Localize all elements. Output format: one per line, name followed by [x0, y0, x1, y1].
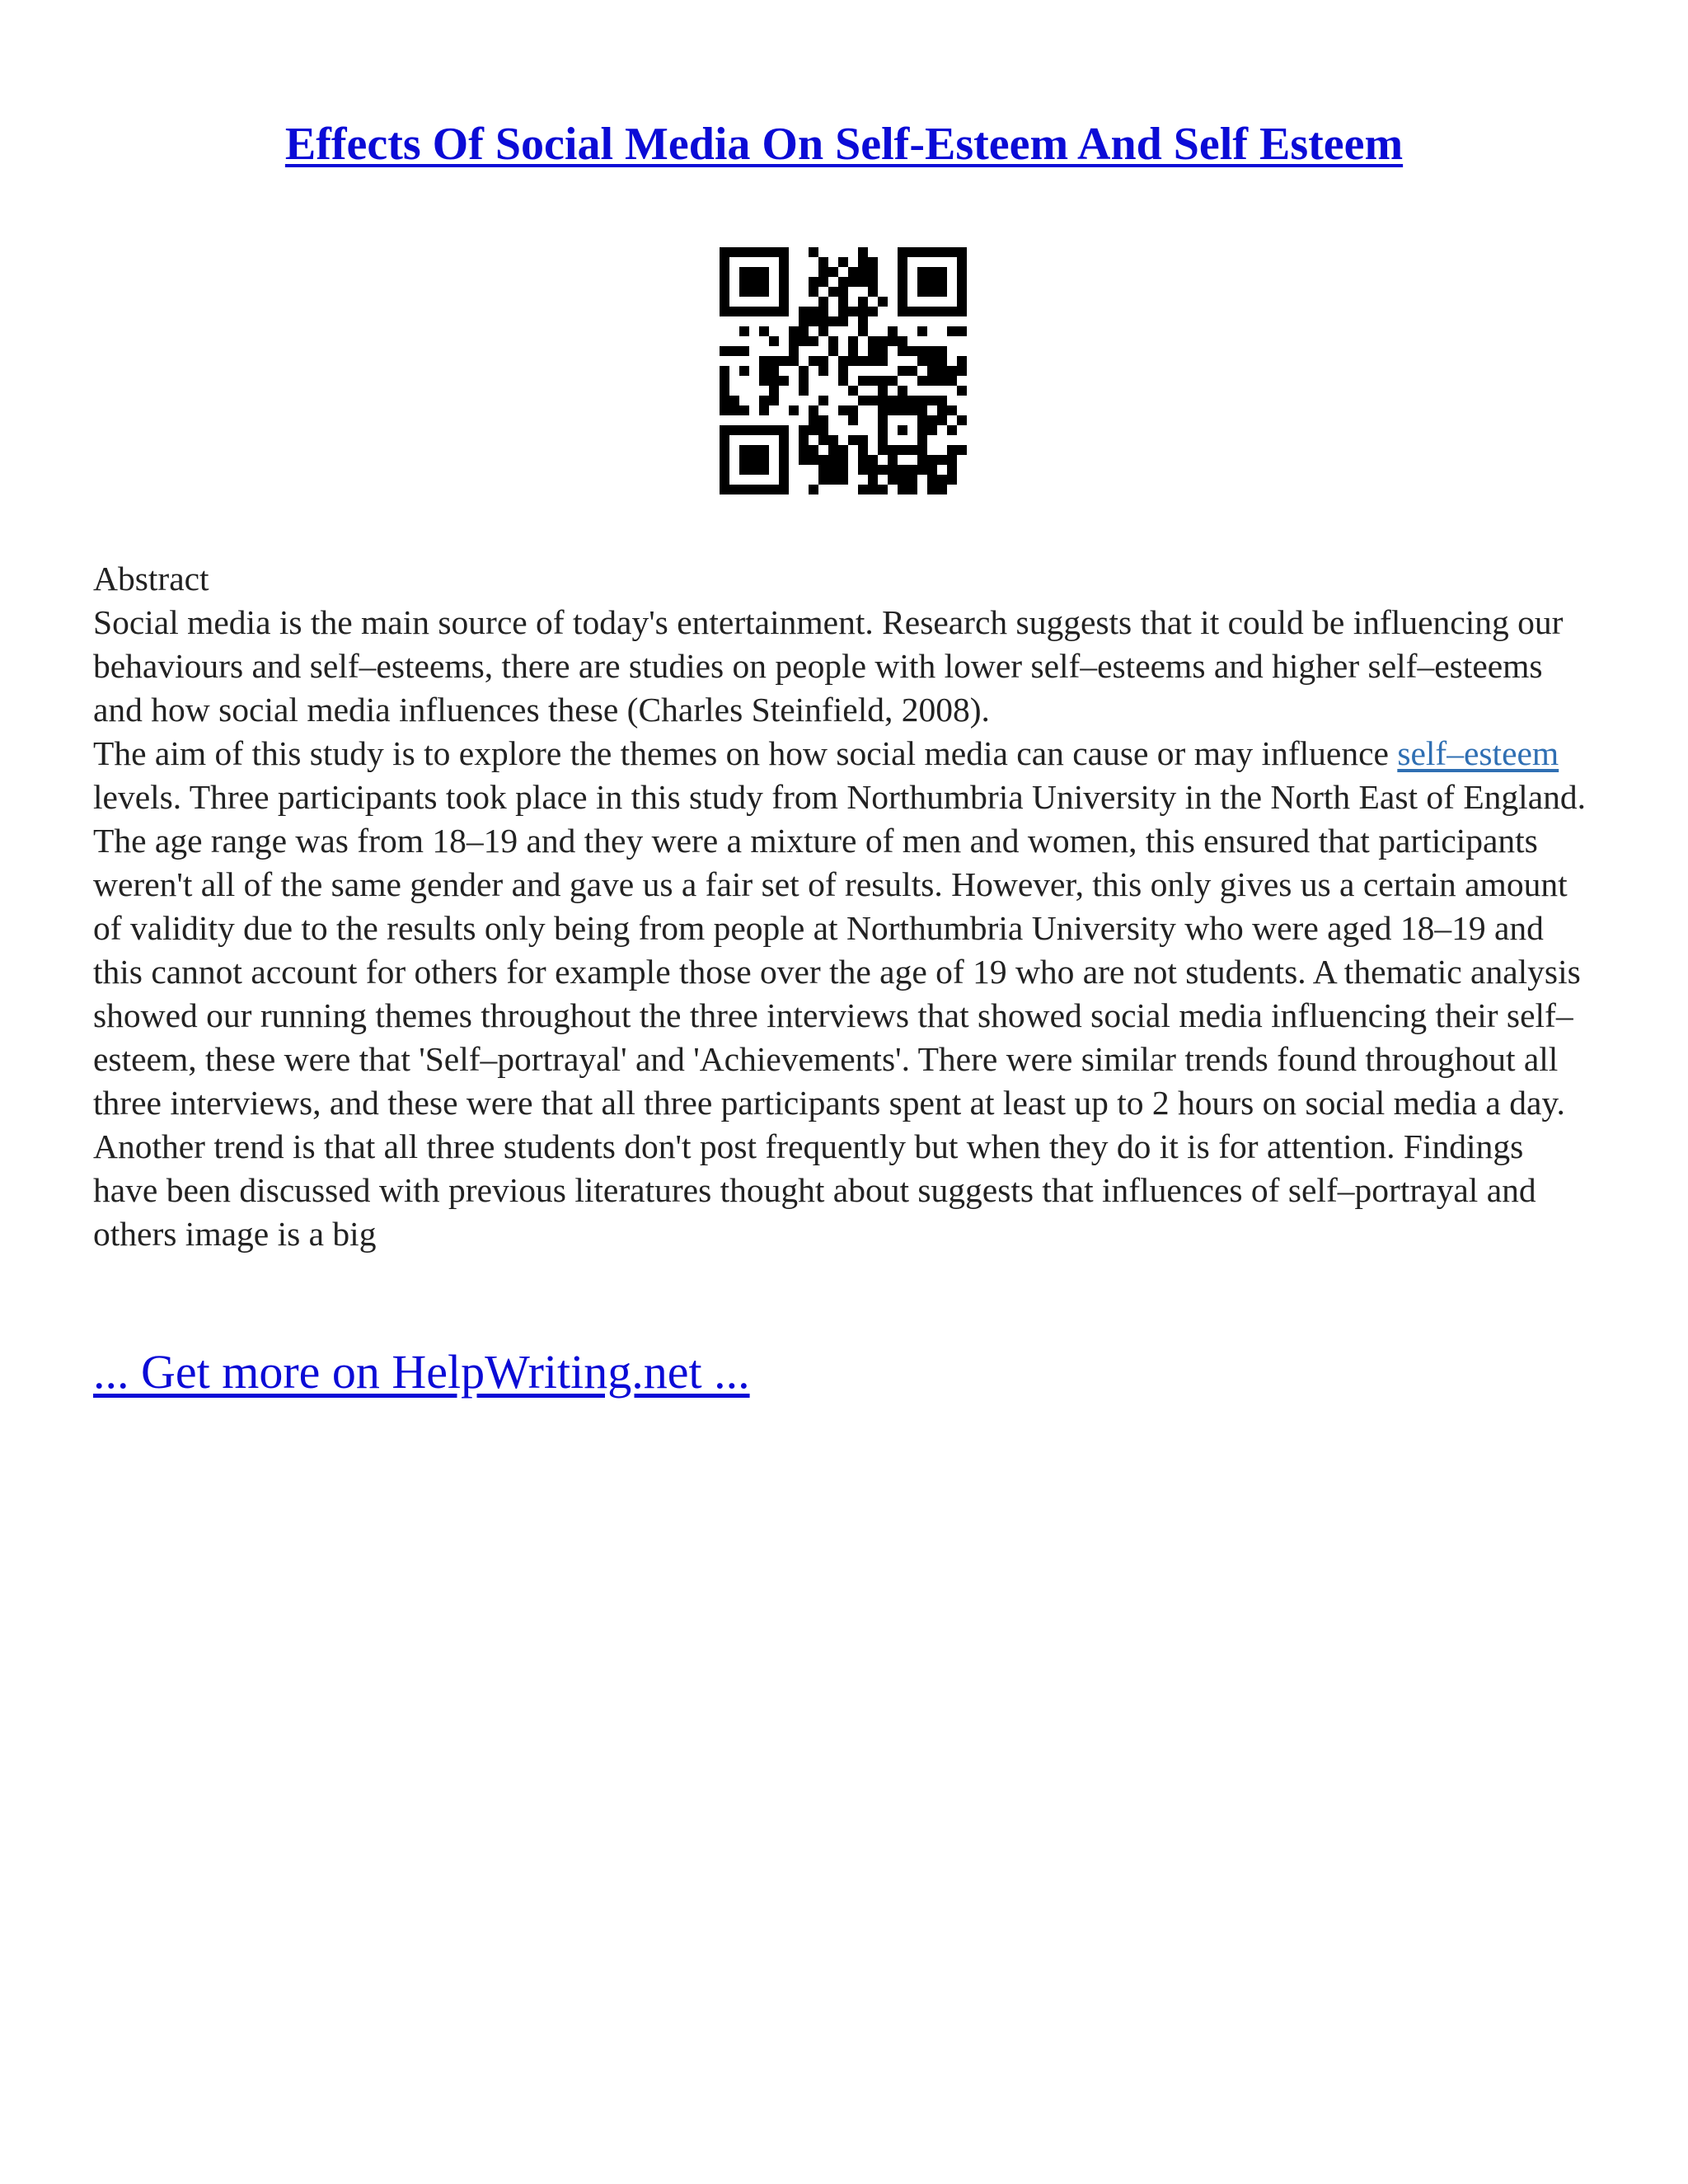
- abstract-heading: Abstract: [93, 560, 209, 598]
- title-link[interactable]: Effects Of Social Media On Self-Esteem And Self Esteem: [284, 119, 1404, 170]
- self-esteem-link[interactable]: self–esteem: [1397, 734, 1559, 772]
- abstract-section: [93, 557, 1595, 1256]
- abstract-paragraph-2: [93, 732, 1595, 1256]
- abstract-paragraph-1: Social media is the main source of today's entertainment. Research suggests that it could be influencing our behaviours and self–esteems, there are studies on people with lower self–esteems and higher self–esteems and how social media influences these (Charles Steinfield, 2008).: [93, 603, 1564, 729]
- get-more-section: [93, 1343, 750, 1401]
- qr-code-graphic: [720, 247, 967, 494]
- paragraph-2-text-after-link: levels. Three participants took place in this study from Northumbria University in the North East of England. The age range was from 18–19 and they were a mixture of men and women, this ensured that participants weren't all of the same gender and gave us a fair set of results. However, this only gives us a certain amount of validity due to the results only being from people at Northumbria University who were aged 18–19 and this cannot account for others for example those over the age of 19 who are not students. A thematic analysis showed our running themes throughout the three interviews that showed social media influencing their self–esteem, these were that 'Self–portrayal' and 'Achievements'. There were similar trends found throughout all three interviews, and these were that all three participants spent at least up to 2 hours on social media a day. Another trend is that all three students don't post frequently but when they do it is for attention. Findings have been discussed with previous literatures thought about suggests that influences of self–portrayal and others image is a big: [93, 778, 1587, 1253]
- qr-code-icon: [720, 247, 967, 494]
- get-more-link[interactable]: ... Get more on HelpWriting.net ...: [93, 1345, 750, 1399]
- paragraph-2-text-before-link: The aim of this study is to explore the themes on how social media can cause or may influence: [93, 734, 1398, 772]
- page-title: [0, 115, 1688, 173]
